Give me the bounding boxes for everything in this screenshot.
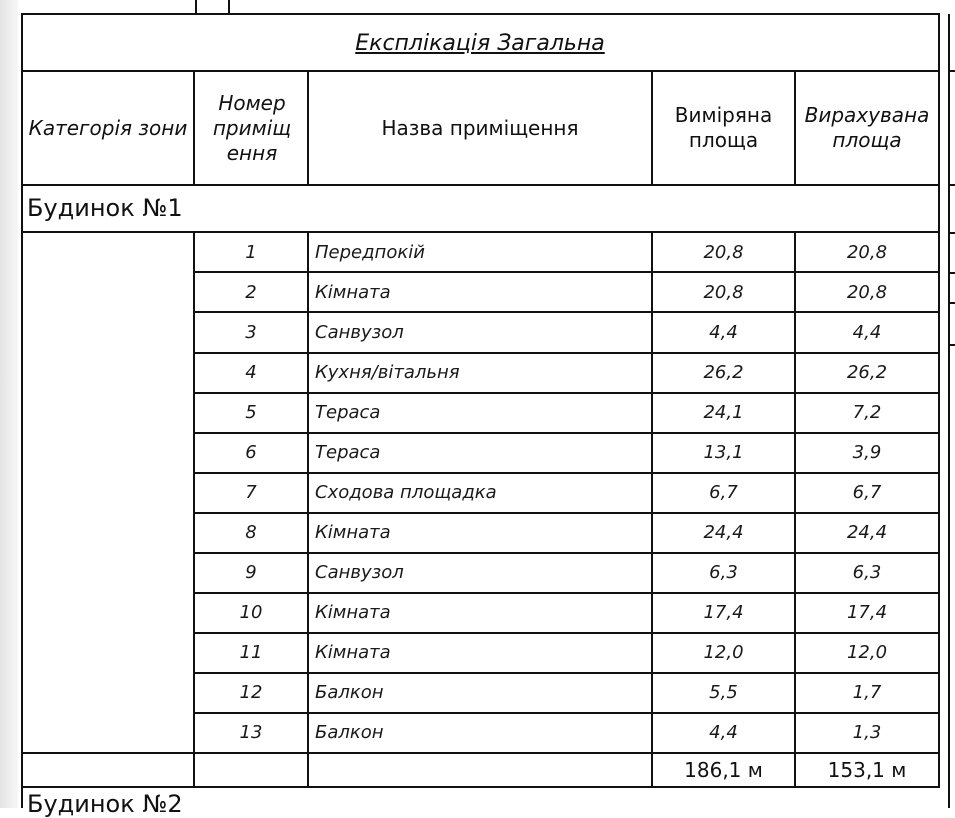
room-name-cell: Сходова площадка [315, 481, 497, 503]
right-frame-tick [948, 272, 955, 274]
room-number-cell: 4 [245, 361, 257, 383]
header-room-number [197, 72, 307, 184]
header-calculated-area-text: Вирахувана площа [804, 103, 930, 152]
right-frame-line [948, 14, 950, 808]
table-title: Експлікація Загальна [355, 30, 605, 56]
room-name-cell: Кімната [315, 521, 391, 543]
room-number-cell: 12 [239, 681, 263, 703]
top-stub-line [195, 0, 197, 14]
room-name-cell: Санвузол [315, 561, 404, 583]
room-name-cell: Кімната [315, 281, 391, 303]
room-name-cell: Балкон [315, 721, 384, 743]
measured-area-cell: 26,2 [703, 361, 744, 383]
header-calculated-area [796, 72, 938, 184]
calculated-area-cell: 3,9 [852, 441, 882, 463]
header-room-name: Назва приміщення [381, 115, 579, 140]
room-number-cell: 5 [245, 401, 257, 423]
measured-area-cell: 4,4 [709, 321, 738, 343]
table-border [21, 13, 940, 15]
measured-area-cell: 6,7 [709, 481, 738, 503]
room-name-cell: Кімната [315, 641, 391, 663]
room-number-cell: 7 [245, 481, 257, 503]
calculated-area-cell: 6,3 [852, 561, 882, 583]
column-line [193, 70, 195, 186]
room-number-cell: 11 [239, 641, 263, 663]
measured-area-cell: 20,8 [703, 241, 744, 263]
measured-area-cell: 6,3 [709, 561, 738, 583]
measured-area-cell: 17,4 [703, 601, 744, 623]
calculated-area-cell: 7,2 [852, 401, 882, 423]
right-frame-tick [948, 232, 955, 234]
section-label: Будинок №2 [27, 790, 183, 818]
calculated-area-cell: 20,8 [846, 281, 888, 303]
total-measured: 186,1 м [684, 758, 763, 782]
page-edge-shadow [0, 0, 18, 808]
measured-area-cell: 12,0 [703, 641, 744, 663]
measured-area-cell: 13,1 [703, 441, 744, 463]
room-name-cell: Кімната [315, 601, 391, 623]
room-number-cell: 9 [245, 561, 257, 583]
room-name-cell: Балкон [315, 681, 384, 703]
calculated-area-cell: 6,7 [852, 481, 882, 503]
header-room-number-text: Номер приміщення [212, 90, 292, 165]
room-number-cell: 10 [239, 601, 263, 623]
measured-area-cell: 24,1 [703, 401, 744, 423]
room-number-cell: 13 [239, 721, 263, 743]
right-frame-tick [948, 302, 955, 304]
right-frame-tick [948, 184, 955, 186]
room-number-cell: 3 [245, 321, 257, 343]
room-name-cell: Санвузол [315, 321, 404, 343]
total-calculated: 153,1 м [827, 758, 907, 782]
measured-area-cell: 20,8 [703, 281, 744, 303]
measured-area-cell: 5,5 [709, 681, 738, 703]
calculated-area-cell: 17,4 [846, 601, 888, 623]
room-number-cell: 6 [245, 441, 257, 463]
room-number-cell: 8 [245, 521, 257, 543]
calculated-area-cell: 1,7 [852, 681, 882, 703]
room-name-cell: Кухня/вітальня [315, 361, 460, 383]
calculated-area-cell: 12,0 [846, 641, 888, 663]
calculated-area-cell: 1,3 [852, 721, 882, 743]
right-frame-tick [948, 344, 955, 346]
calculated-area-cell: 20,8 [846, 241, 888, 263]
room-name-cell: Тераса [315, 401, 381, 423]
header-measured-area-text: Виміряна площа [674, 103, 773, 152]
table-border [21, 184, 940, 186]
measured-area-cell: 4,4 [709, 721, 738, 743]
room-name-cell: Передпокій [315, 241, 425, 263]
room-number-cell: 2 [245, 281, 257, 303]
top-stub-line [228, 0, 230, 14]
room-name-cell: Тераса [315, 441, 381, 463]
calculated-area-cell: 4,4 [852, 321, 882, 343]
calculated-area-cell: 24,4 [846, 521, 888, 543]
section-label: Будинок №1 [27, 194, 183, 222]
room-number-cell: 1 [245, 241, 257, 263]
header-measured-area [653, 72, 794, 184]
right-frame-tick [948, 70, 955, 72]
row-line [21, 786, 940, 788]
measured-area-cell: 24,4 [703, 521, 744, 543]
calculated-area-cell: 26,2 [846, 361, 888, 383]
header-zone-category: Категорія зони [28, 115, 188, 140]
